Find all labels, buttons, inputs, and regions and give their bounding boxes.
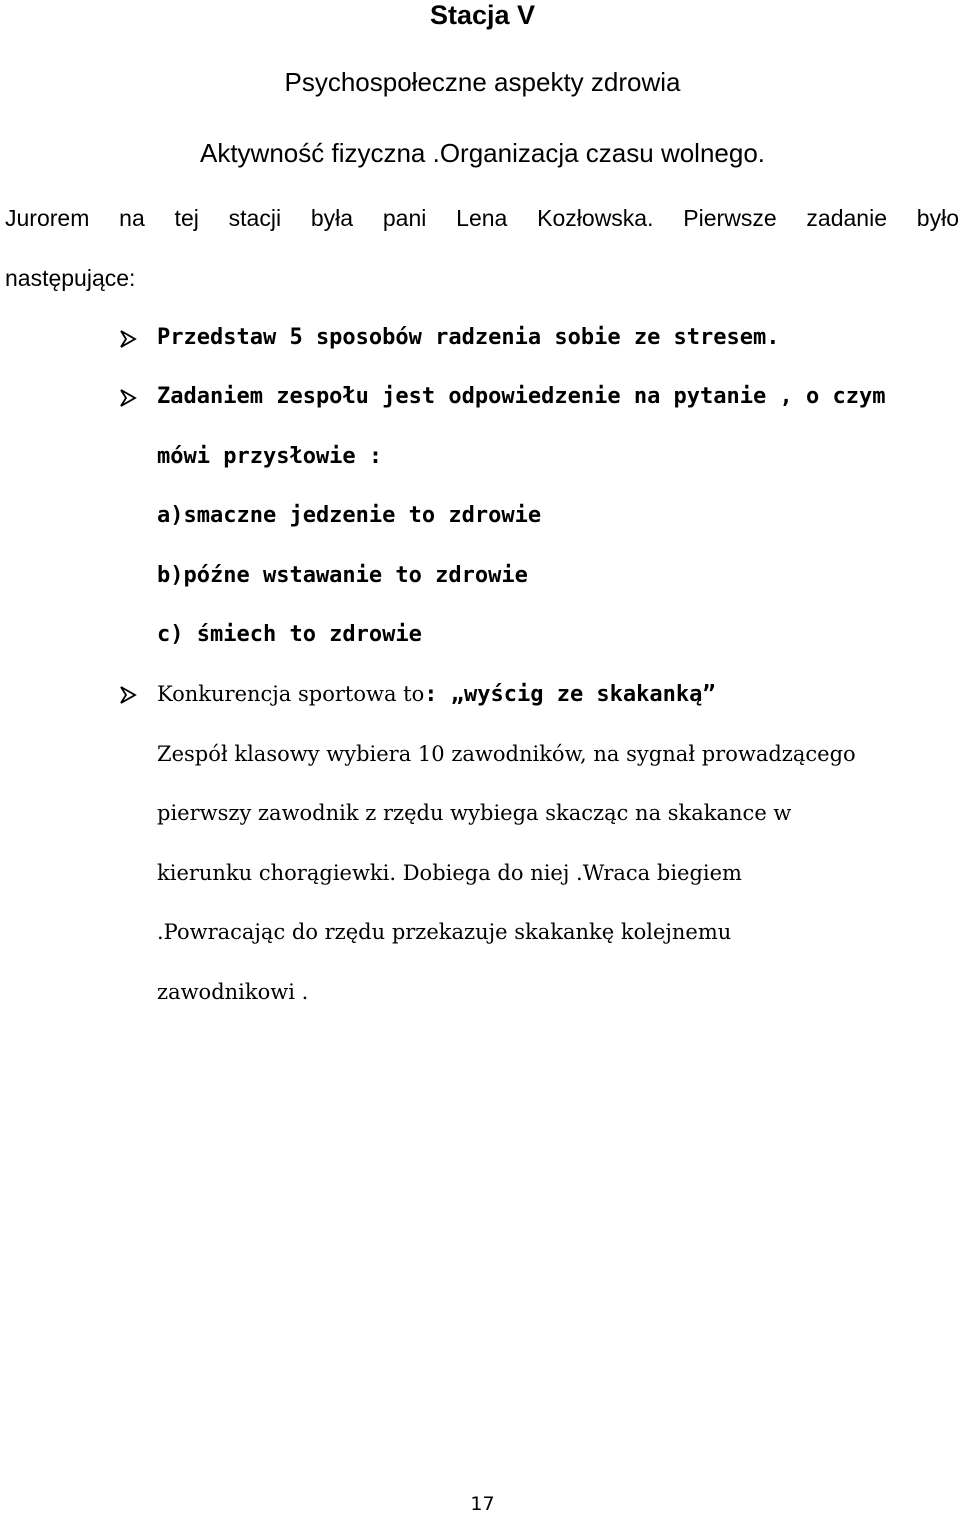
description-line-3: kierunku chorągiewki. Dobiega do niej .Wraca biegiem (157, 861, 742, 885)
description-line-1: Zespół klasowy wybiera 10 zawodników, na sygnał prowadzącego (157, 742, 856, 766)
bullet-1-text: Przedstaw 5 sposobów radzenia sobie ze stresem. (157, 325, 780, 350)
bullet-2-text-line-1: Zadaniem zespołu jest odpowiedzenie na pytanie , o czym (157, 384, 886, 409)
arrowhead-bullet-icon (118, 387, 140, 409)
page-title: Stacja V (429, 0, 536, 30)
arrowhead-bullet-icon (118, 328, 140, 350)
description-line-2: pierwszy zawodnik z rzędu wybiega skacząc na skakance w (157, 801, 792, 825)
topic-line: Aktywność fizyczna .Organizacja czasu wolnego. (199, 138, 766, 168)
option-b: b)późne wstawanie to zdrowie (157, 563, 528, 588)
intro-line-2: następujące: (5, 265, 136, 291)
intro-line-1: Jurorem na tej stacji była pani Lena Kozłowska. Pierwsze zadanie było (5, 205, 959, 231)
section-subtitle: Psychospołeczne aspekty zdrowia (284, 67, 681, 97)
description-line-4: .Powracając do rzędu przekazuje skakankę kolejnemu (157, 920, 732, 944)
bullet-3-prefix: Konkurencja sportowa to (157, 682, 425, 706)
arrowhead-bullet-icon (118, 684, 140, 706)
option-a: a)smaczne jedzenie to zdrowie (157, 503, 542, 528)
bullet-3-emphasis: : „wyścig ze skakanką” (424, 682, 716, 707)
page-number: 17 (470, 1493, 495, 1515)
bullet-3-text (157, 679, 716, 710)
option-c: c) śmiech to zdrowie (157, 622, 422, 647)
description-line-5: zawodnikowi . (157, 980, 309, 1004)
bullet-2-text-line-2: mówi przysłowie : (157, 444, 383, 469)
